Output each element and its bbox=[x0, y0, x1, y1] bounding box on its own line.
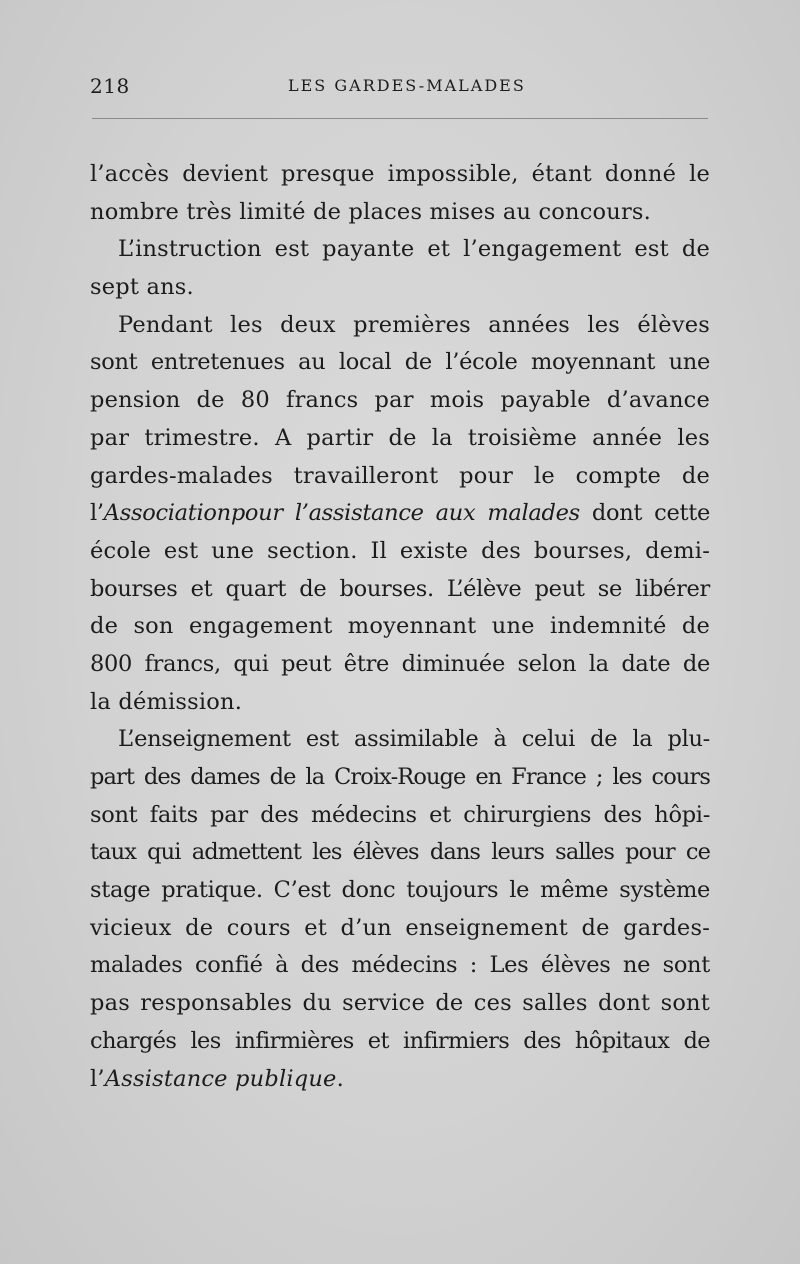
text-line: part des dames de la Croix-Rouge en France ; les cours bbox=[90, 764, 710, 790]
body-text bbox=[90, 156, 710, 1098]
text-line: vicieux de cours et d’un enseignement de gardes- bbox=[90, 914, 710, 941]
italic-association-name: Associationpour l’assistance aux malades bbox=[103, 500, 580, 527]
text-line: la démission. bbox=[90, 688, 243, 715]
text-line: sept ans. bbox=[90, 274, 194, 301]
line-prefix: l’ bbox=[90, 500, 104, 527]
header-rule bbox=[92, 118, 708, 119]
line-prefix: l’ bbox=[90, 1065, 105, 1092]
paragraph-start-line: Pendant les deux premières années les élèves bbox=[118, 311, 710, 338]
page-number: 218 bbox=[90, 74, 130, 98]
line-suffix: dont cette bbox=[579, 500, 710, 527]
text-line: gardes-malades travailleront pour le compte de bbox=[90, 462, 710, 489]
text-line: chargés les infirmières et infirmiers des hôpitaux de bbox=[90, 1027, 710, 1054]
paragraph-start-line: L’enseignement est assimilable à celui de la plu- bbox=[118, 726, 710, 753]
text-line bbox=[90, 1061, 710, 1099]
text-line: stage pratique. C’est donc toujours le même système bbox=[90, 877, 710, 904]
text-line: pas responsables du service de ces salles dont sont bbox=[90, 990, 710, 1017]
text-line bbox=[90, 495, 710, 533]
text-line: de son engagement moyennant une indemnité de bbox=[90, 613, 710, 640]
text-line: pension de 80 francs par mois payable d’avance bbox=[90, 387, 710, 414]
text-line: malades confié à des médecins : Les élèves ne sont bbox=[90, 952, 710, 979]
text-line: 800 francs, qui peut être diminuée selon la date de bbox=[90, 650, 710, 677]
text-line: par trimestre. A partir de la troisième année les bbox=[90, 424, 710, 451]
text-line: taux qui admettent les élèves dans leurs salles pour ce bbox=[90, 839, 710, 866]
text-line: école est une section. Il existe des bourses, demi- bbox=[90, 537, 710, 564]
running-title: LES GARDES-MALADES bbox=[288, 76, 526, 95]
text-line: bourses et quart de bourses. L’élève peut se libérer bbox=[90, 575, 710, 602]
line-suffix: . bbox=[336, 1065, 344, 1092]
text-line: sont faits par des médecins et chirurgiens des hôpi- bbox=[90, 801, 710, 828]
paragraph-start-line: L’instruction est payante et l’engagement est de bbox=[118, 236, 710, 263]
text-line: nombre très limité de places mises au concours. bbox=[90, 198, 652, 225]
page-header bbox=[90, 74, 710, 104]
italic-institution-name: Assistance publique bbox=[104, 1065, 337, 1092]
text-line: sont entretenues au local de l’école moyennant une bbox=[90, 349, 710, 376]
text-line: l’accès devient presque impossible, étant donné le bbox=[90, 161, 710, 187]
